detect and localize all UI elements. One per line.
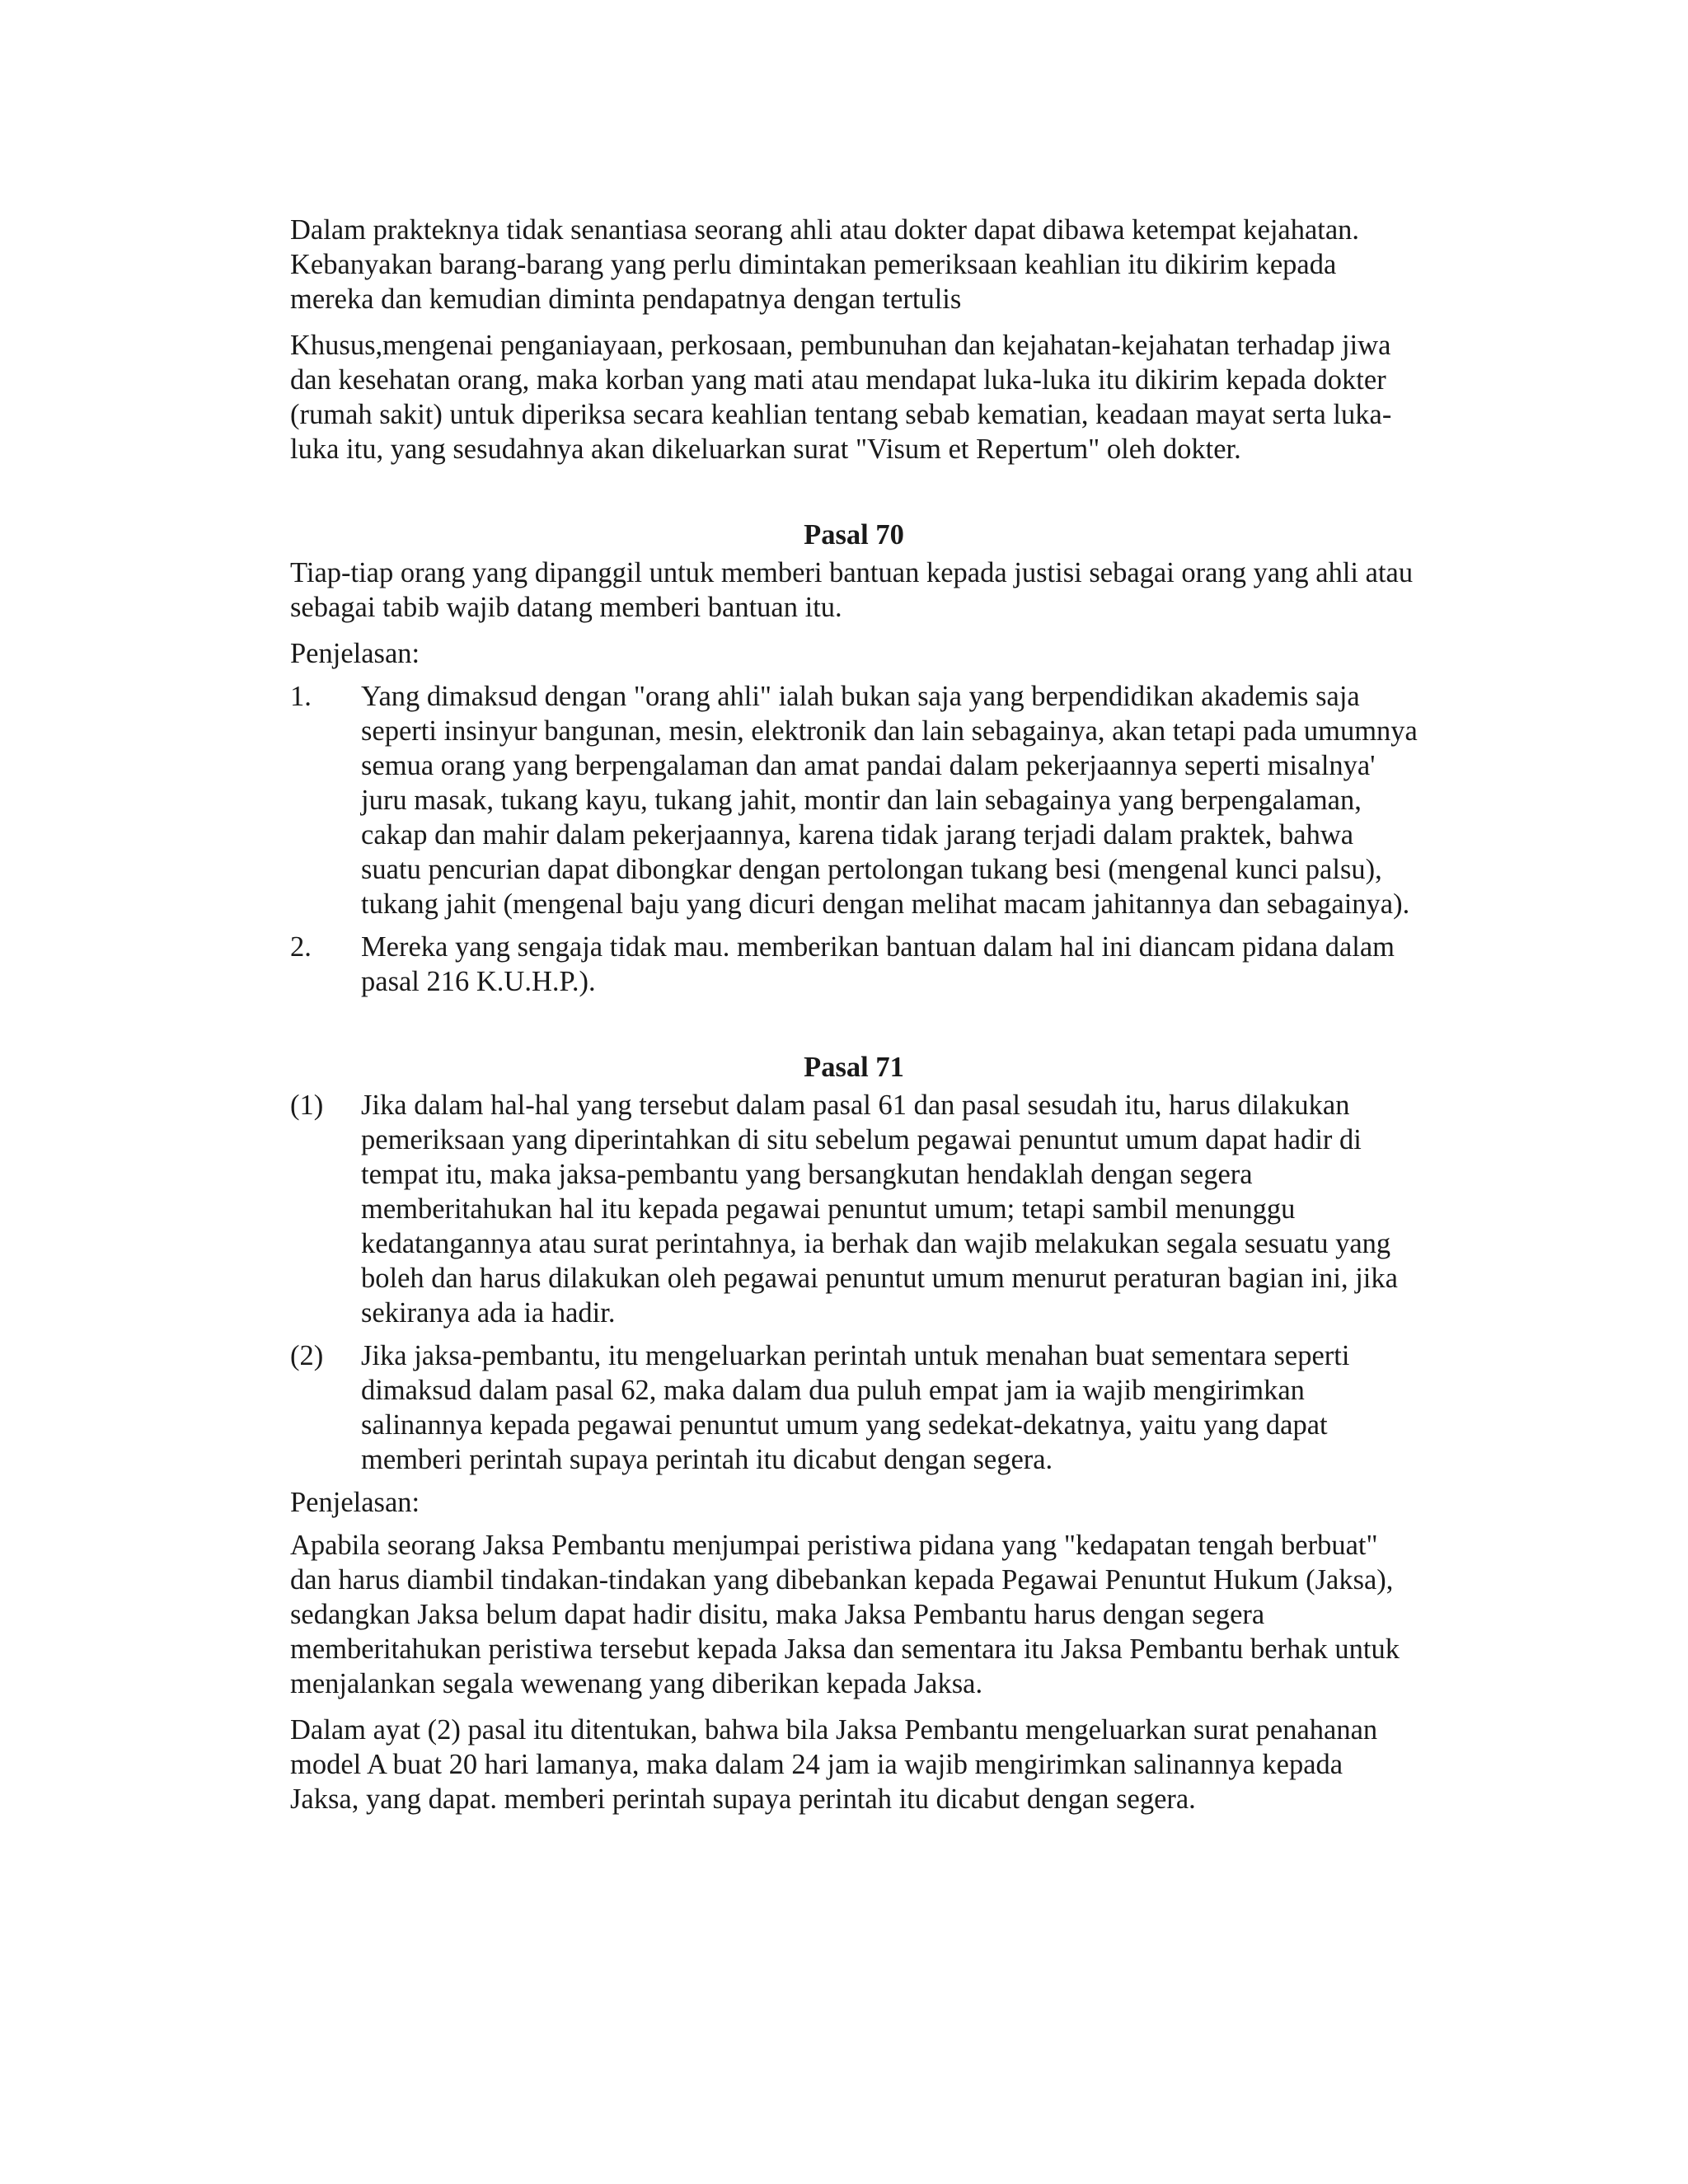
pasal-71-list	[290, 1088, 1418, 1477]
list-item-number: 2.	[290, 931, 312, 963]
list-item-text: Jika jaksa-pembantu, itu mengeluarkan perintah untuk menahan buat sementara seperti dimaksud dalam pasal 62, maka dalam dua puluh empat jam ia wajib mengirimkan salinannya kepada pegawai penuntut umum yang sedekat-dekatnya, yaitu yang dapat memberi perintah supaya perintah itu dicabut dengan segera.	[361, 1340, 1350, 1475]
pasal-70-text: Tiap-tiap orang yang dipanggil untuk memberi bantuan kepada justisi sebagai orang yang ahli atau sebagai tabib wajib datang memberi bantuan itu.	[290, 557, 1414, 623]
document-page	[290, 213, 1418, 1828]
list-item-number: (1)	[290, 1090, 324, 1121]
list-item	[290, 679, 1418, 921]
pasal-71-explanation-paragraph-1: Apabila seorang Jaksa Pembantu menjumpai peristiwa pidana yang "kedapatan tengah berbuat" dan harus diambil tindakan-tindakan yang dibebankan kepada Pegawai Penuntut Hukum (Jaksa), sedangkan Jaksa belum dapat hadir disitu, maka Jaksa Pembantu harus dengan segera memberitahukan peristiwa tersebut kepada Jaksa dan sementara itu Jaksa Pembantu berhak untuk menjalankan segala wewenang yang diberikan kepada Jaksa.	[290, 1530, 1400, 1699]
intro-paragraph-1: Dalam prakteknya tidak senantiasa seorang ahli atau dokter dapat dibawa ketempat kejahatan. Kebanyakan barang-barang yang perlu dimintakan pemeriksaan keahlian itu dikirim kepada mereka dan kemudian diminta pendapatnya dengan tertulis	[290, 214, 1360, 315]
pasal-70-list	[290, 679, 1418, 999]
list-item-text: Jika dalam hal-hal yang tersebut dalam pasal 61 dan pasal sesudah itu, harus dilakukan pemeriksaan yang diperintahkan di situ sebelum pegawai penuntut umum dapat hadir di tempat itu, maka jaksa-pembantu yang bersangkutan hendaklah dengan segera memberitahukan hal itu kepada pegawai penuntut umum; tetapi sambil menunggu kedatangannya atau surat perintahnya, ia berhak dan wajib melakukan segala sesuatu yang boleh dan harus dilakukan oleh pegawai penuntut umum menurut peraturan bagian ini, jika sekiranya ada ia hadir.	[361, 1090, 1398, 1329]
list-item-text: Yang dimaksud dengan "orang ahli" ialah bukan saja yang berpendidikan akademis saja seperti insinyur bangunan, mesin, elektronik dan lain sebagainya, akan tetapi pada umumnya semua orang yang berpengalaman dan amat pandai dalam pekerjaannya seperti misalnya' juru masak, tukang kayu, tukang jahit, montir dan lain sebagainya yang berpengalaman, cakap dan mahir dalam pekerjaannya, karena tidak jarang terjadi dalam praktek, bahwa suatu pencurian dapat dibongkar dengan pertolongan tukang besi (mengenal kunci palsu), tukang jahit (mengenal baju yang dicuri dengan melihat macam jahitannya dan sebagainya).	[361, 681, 1418, 920]
pasal-71-explanation-paragraph-2: Dalam ayat (2) pasal itu ditentukan, bahwa bila Jaksa Pembantu mengeluarkan surat penahanan model A buat 20 hari lamanya, maka dalam 24 jam ia wajib mengirimkan salinannya kepada Jaksa, yang dapat. memberi perintah supaya perintah itu dicabut dengan segera.	[290, 1714, 1378, 1815]
list-item-number: (2)	[290, 1340, 324, 1371]
pasal-70-heading: Pasal 70	[804, 519, 904, 551]
list-item-text: Mereka yang sengaja tidak mau. memberikan bantuan dalam hal ini diancam pidana dalam pasal 216 K.U.H.P.).	[361, 931, 1395, 997]
pasal-70-explanation-label: Penjelasan:	[290, 638, 420, 669]
list-item	[290, 930, 1418, 999]
intro-paragraph-2: Khusus,mengenai penganiayaan, perkosaan, pembunuhan dan kejahatan-kejahatan terhadap jiwa dan kesehatan orang, maka korban yang mati atau mendapat luka-luka itu dikirim kepada dokter (rumah sakit) untuk diperiksa secara keahlian tentang sebab kematian, keadaan mayat serta luka-luka itu, yang sesudahnya akan dikeluarkan surat "Visum et Repertum" oleh dokter.	[290, 330, 1392, 465]
list-item-number: 1.	[290, 681, 312, 712]
pasal-71-heading: Pasal 71	[804, 1052, 904, 1083]
list-item	[290, 1088, 1418, 1330]
list-item	[290, 1338, 1418, 1477]
pasal-71-explanation-label: Penjelasan:	[290, 1487, 420, 1518]
